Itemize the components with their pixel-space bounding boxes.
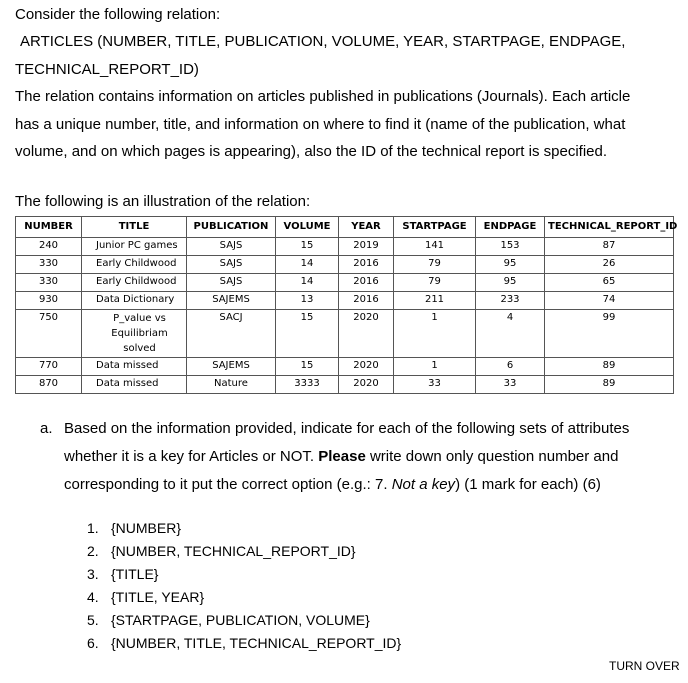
cell-technical-report-id: 26 bbox=[545, 256, 674, 274]
cell-volume: 15 bbox=[276, 358, 339, 376]
cell-volume: 3333 bbox=[276, 376, 339, 394]
cell-endpage: 33 bbox=[476, 376, 545, 394]
cell-number: 770 bbox=[16, 358, 82, 376]
table-row bbox=[16, 238, 674, 256]
cell-endpage: 95 bbox=[476, 274, 545, 292]
cell-technical-report-id: 99 bbox=[545, 310, 674, 358]
cell-startpage: 33 bbox=[394, 376, 476, 394]
cell-volume: 14 bbox=[276, 256, 339, 274]
table-row bbox=[16, 274, 674, 292]
cell-publication: SAJS bbox=[187, 238, 276, 256]
option-number: 4. bbox=[87, 589, 99, 605]
cell-startpage: 79 bbox=[394, 256, 476, 274]
cell-year: 2016 bbox=[339, 274, 394, 292]
articles-table bbox=[15, 216, 678, 394]
cell-title: Early Childwood bbox=[82, 256, 187, 274]
cell-volume: 13 bbox=[276, 292, 339, 310]
cell-technical-report-id: 65 bbox=[545, 274, 674, 292]
cell-volume: 14 bbox=[276, 274, 339, 292]
header-publication: PUBLICATION bbox=[187, 217, 276, 238]
cell-publication: SAJS bbox=[187, 274, 276, 292]
cell-year: 2016 bbox=[339, 292, 394, 310]
cell-number: 870 bbox=[16, 376, 82, 394]
cell-number: 240 bbox=[16, 238, 82, 256]
cell-technical-report-id: 74 bbox=[545, 292, 674, 310]
turn-over-label: TURN OVER bbox=[609, 659, 680, 673]
options-list bbox=[87, 517, 401, 655]
cell-technical-report-id: 89 bbox=[545, 358, 674, 376]
description-line-1: The relation contains information on articles published in publications (Journals). Each article bbox=[15, 88, 631, 105]
cell-endpage: 6 bbox=[476, 358, 545, 376]
cell-technical-report-id: 87 bbox=[545, 238, 674, 256]
cell-startpage: 1 bbox=[394, 310, 476, 358]
cell-publication: SAJEMS bbox=[187, 292, 276, 310]
cell-title: Data Dictionary bbox=[82, 292, 187, 310]
cell-number: 330 bbox=[16, 274, 82, 292]
table-row bbox=[16, 376, 674, 394]
list-item bbox=[87, 609, 401, 632]
cell-publication: SACJ bbox=[187, 310, 276, 358]
question-text-part-1: Based on the information provided, indicate for each of the following sets of attributes whether it is a key for Articles or NOT. bbox=[64, 420, 630, 465]
header-volume: VOLUME bbox=[276, 217, 339, 238]
option-number: 1. bbox=[87, 520, 99, 536]
cell-number: 930 bbox=[16, 292, 82, 310]
cell-year: 2016 bbox=[339, 256, 394, 274]
list-item bbox=[87, 517, 401, 540]
option-number: 5. bbox=[87, 612, 99, 628]
table-row bbox=[16, 256, 674, 274]
cell-year: 2020 bbox=[339, 358, 394, 376]
option-text: {NUMBER} bbox=[111, 520, 182, 536]
question-marker: a. bbox=[40, 420, 53, 437]
cell-startpage: 1 bbox=[394, 358, 476, 376]
option-text: {STARTPAGE, PUBLICATION, VOLUME} bbox=[111, 612, 370, 628]
question-text-bold: Please bbox=[318, 448, 366, 465]
cell-volume: 15 bbox=[276, 238, 339, 256]
question-text-italic: Not a key bbox=[391, 476, 456, 493]
option-text: {NUMBER, TECHNICAL_REPORT_ID} bbox=[111, 543, 356, 559]
cell-year: 2019 bbox=[339, 238, 394, 256]
header-technical-report-id: TECHNICAL_REPORT_ID bbox=[545, 217, 674, 238]
cell-year: 2020 bbox=[339, 376, 394, 394]
list-item bbox=[87, 586, 401, 609]
question-text bbox=[64, 415, 674, 499]
header-year: YEAR bbox=[339, 217, 394, 238]
cell-endpage: 233 bbox=[476, 292, 545, 310]
question-text-part-3: ) (1 mark for each) (6) bbox=[455, 476, 601, 493]
header-number: NUMBER bbox=[16, 217, 82, 238]
cell-publication: Nature bbox=[187, 376, 276, 394]
relation-schema-line-1: ARTICLES (NUMBER, TITLE, PUBLICATION, VOLUME, YEAR, STARTPAGE, ENDPAGE, bbox=[20, 33, 626, 50]
illustration-caption: The following is an illustration of the relation: bbox=[15, 193, 311, 210]
option-text: {NUMBER, TITLE, TECHNICAL_REPORT_ID} bbox=[111, 635, 402, 651]
header-title: TITLE bbox=[82, 217, 187, 238]
cell-title: Data missed bbox=[82, 376, 187, 394]
intro-line-1: Consider the following relation: bbox=[15, 6, 221, 23]
cell-endpage: 4 bbox=[476, 310, 545, 358]
relation-schema-line-2: TECHNICAL_REPORT_ID) bbox=[15, 61, 199, 78]
cell-number: 330 bbox=[16, 256, 82, 274]
table-row bbox=[16, 358, 674, 376]
question-text-part-2: write down only question number and corresponding to it put the correct option (e.g.: 7. bbox=[64, 448, 619, 493]
option-number: 3. bbox=[87, 566, 99, 582]
cell-technical-report-id: 89 bbox=[545, 376, 674, 394]
description-line-3: volume, and on which pages is appearing), also the ID of the technical report is specified. bbox=[15, 143, 608, 160]
cell-startpage: 211 bbox=[394, 292, 476, 310]
cell-publication: SAJEMS bbox=[187, 358, 276, 376]
cell-endpage: 95 bbox=[476, 256, 545, 274]
header-endpage: ENDPAGE bbox=[476, 217, 545, 238]
cell-year: 2020 bbox=[339, 310, 394, 358]
cell-number: 750 bbox=[16, 310, 82, 358]
table-header-row bbox=[16, 217, 674, 238]
cell-startpage: 79 bbox=[394, 274, 476, 292]
cell-title: P_value vs Equilibriam solved bbox=[82, 310, 187, 358]
list-item bbox=[87, 563, 401, 586]
list-item bbox=[87, 540, 401, 563]
cell-title: Data missed bbox=[82, 358, 187, 376]
option-number: 2. bbox=[87, 543, 99, 559]
cell-volume: 15 bbox=[276, 310, 339, 358]
table-row bbox=[16, 310, 674, 358]
option-text: {TITLE} bbox=[111, 566, 159, 582]
cell-endpage: 153 bbox=[476, 238, 545, 256]
table-row bbox=[16, 292, 674, 310]
cell-publication: SAJS bbox=[187, 256, 276, 274]
option-number: 6. bbox=[87, 635, 99, 651]
cell-title: Junior PC games bbox=[82, 238, 187, 256]
cell-title: Early Childwood bbox=[82, 274, 187, 292]
header-startpage: STARTPAGE bbox=[394, 217, 476, 238]
cell-startpage: 141 bbox=[394, 238, 476, 256]
list-item bbox=[87, 632, 401, 655]
description-line-2: has a unique number, title, and information on where to find it (name of the publication, what bbox=[15, 116, 626, 133]
option-text: {TITLE, YEAR} bbox=[111, 589, 205, 605]
